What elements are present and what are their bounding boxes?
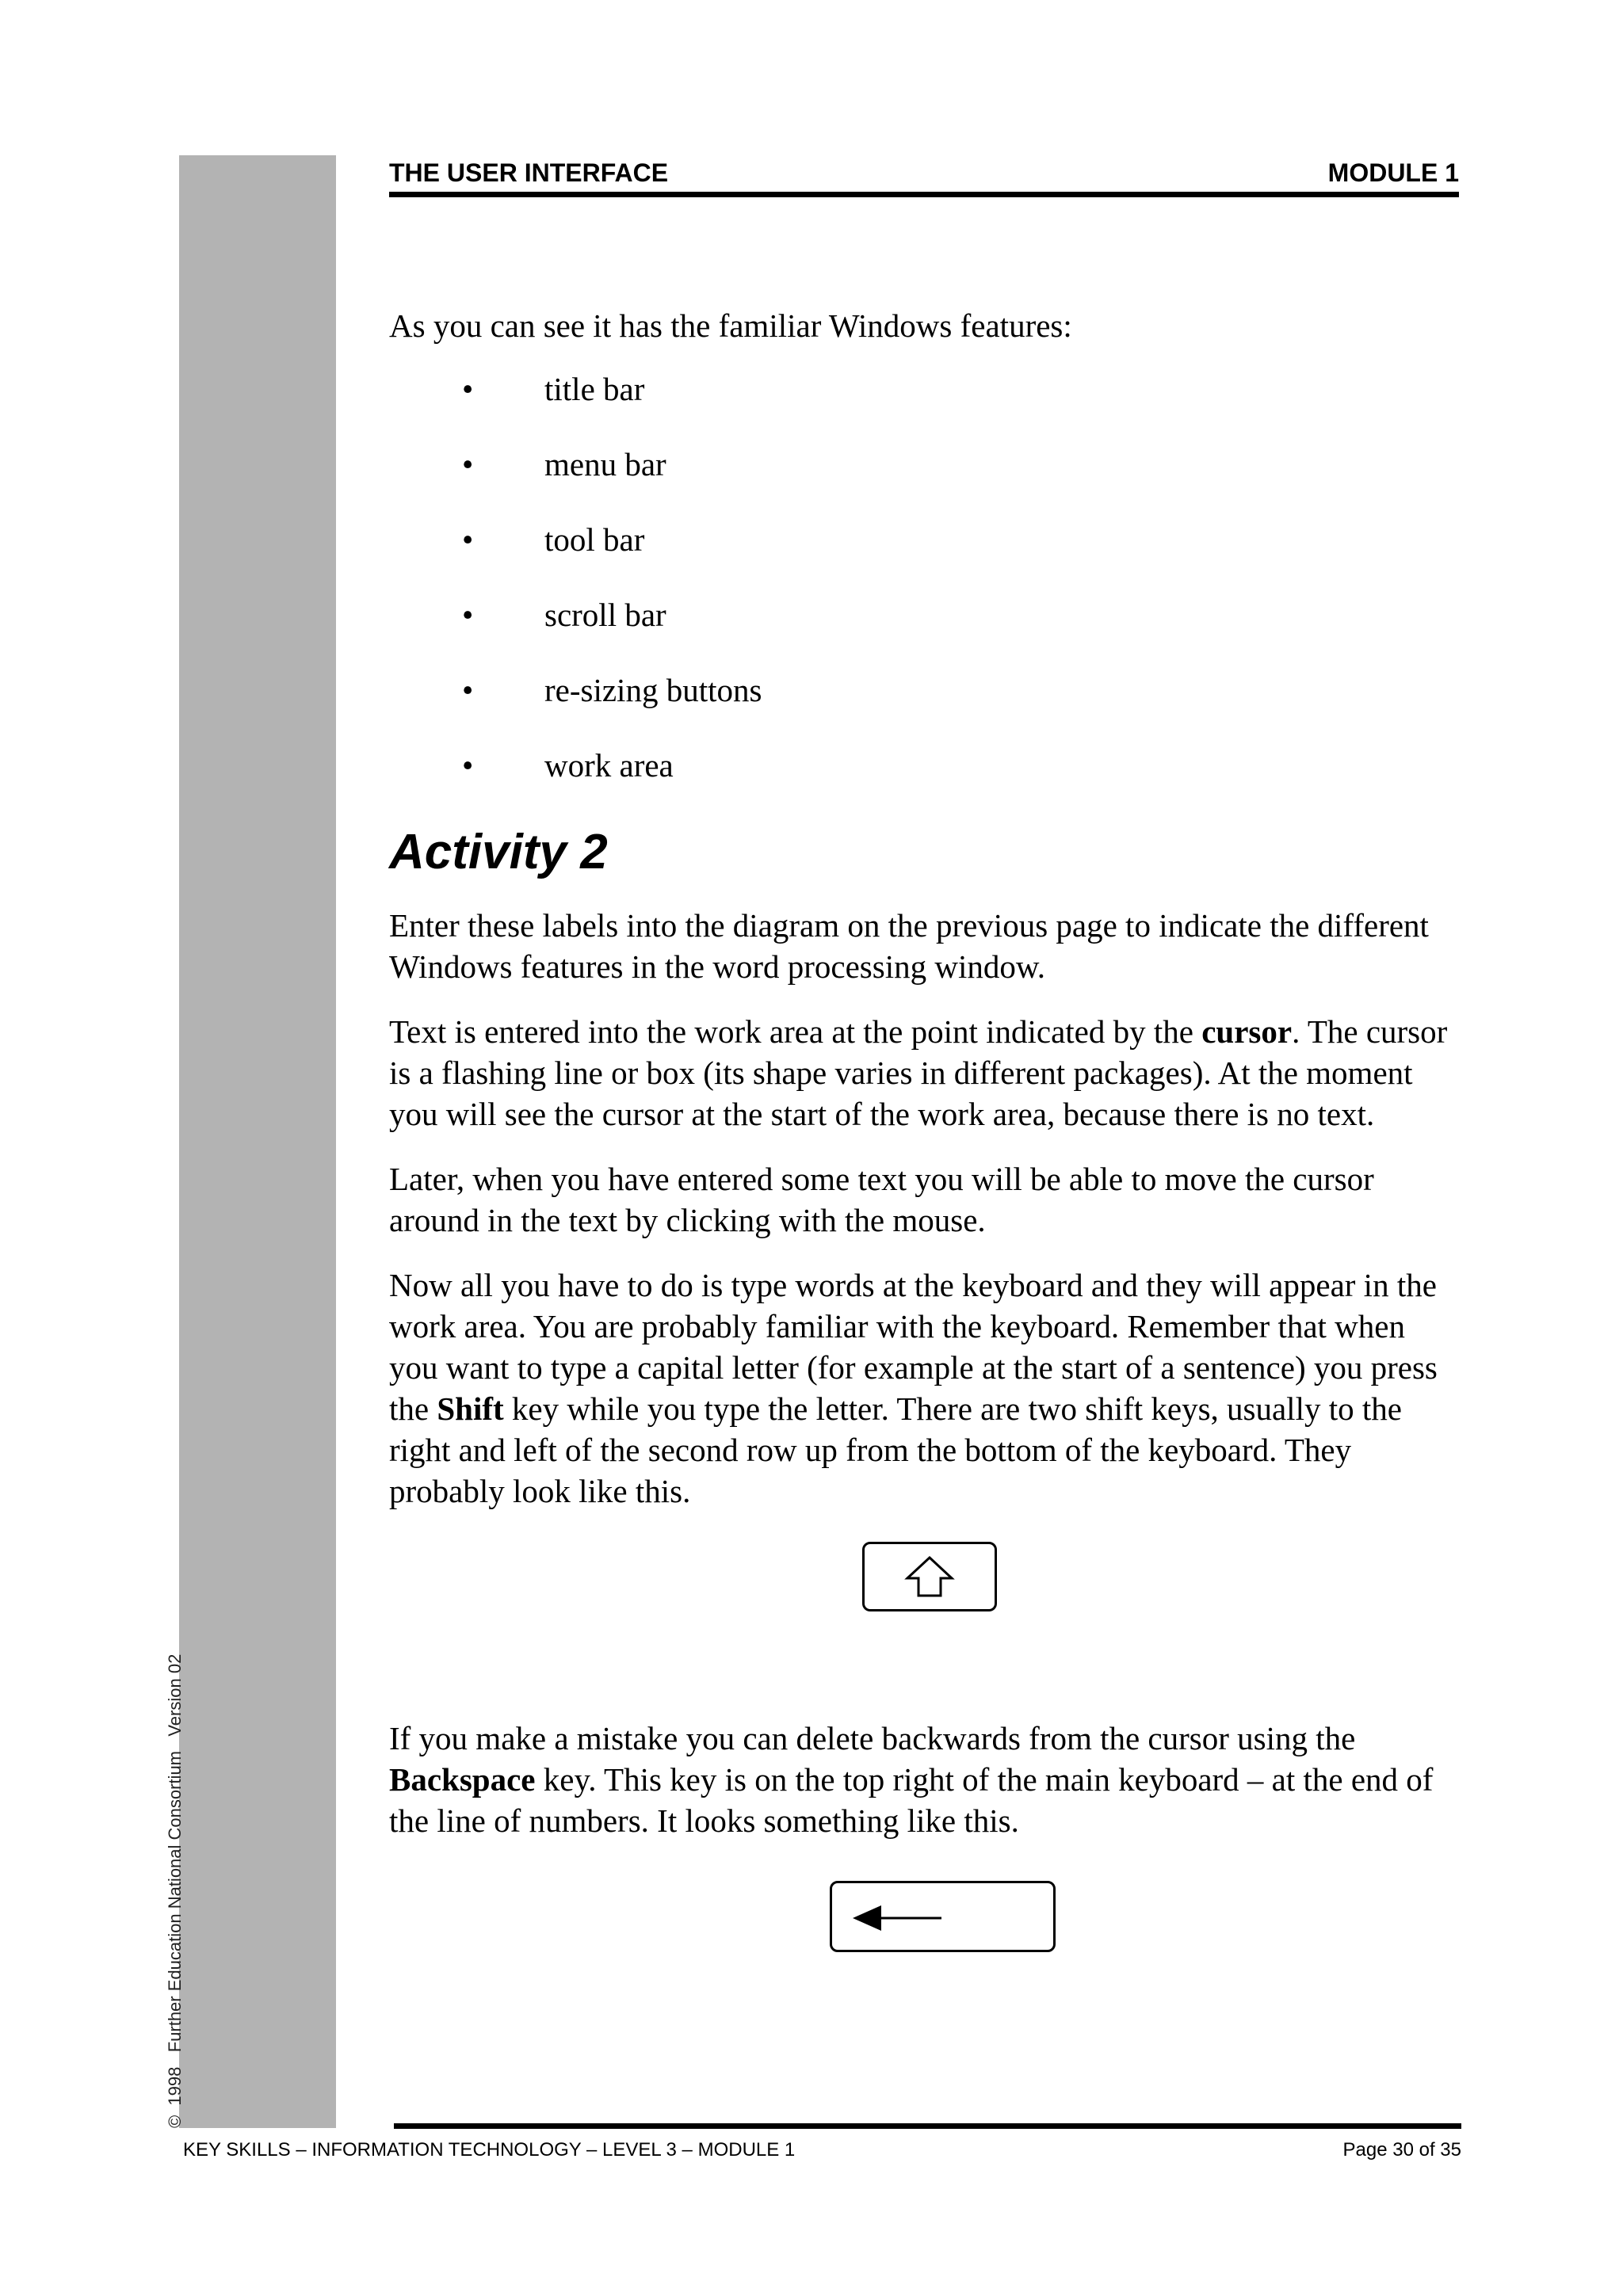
list-item: • re-sizing buttons xyxy=(389,669,1459,745)
activity-paragraph-2: Text is entered into the work area at the point indicated by the cursor. The cursor is a flashing line or box (its shape varies in different packages). At the moment you will see the cursor at the start of the work area, because there is no text. xyxy=(389,1013,1448,1132)
list-item: • title bar xyxy=(389,368,1459,444)
activity-paragraph-5: If you make a mistake you can delete backwards from the cursor using the Backspace key. This key is on the top right of the main keyboard – at the end of the line of numbers. It looks something like this. xyxy=(389,1720,1434,1839)
bullet-icon: • xyxy=(462,446,474,482)
bullet-icon: • xyxy=(462,521,474,558)
backspace-key-figure xyxy=(389,1841,1459,1952)
cursor-term: cursor xyxy=(1201,1013,1293,1050)
bullet-icon: • xyxy=(462,672,474,708)
footer-rule xyxy=(394,2123,1461,2129)
backspace-arrow-icon xyxy=(853,1902,948,1934)
shift-key-figure xyxy=(389,1512,1459,1718)
page-header xyxy=(389,155,1459,196)
header-title: THE USER INTERFACE xyxy=(389,158,669,187)
copyright-notice: © 1998 Further Education National Consortium Version 02 xyxy=(165,1653,185,2128)
footer-course: KEY SKILLS – INFORMATION TECHNOLOGY – LEVEL 3 – MODULE 1 xyxy=(183,2139,796,2161)
bullet-icon: • xyxy=(462,371,474,407)
bullet-icon: • xyxy=(462,597,474,633)
list-item: • scroll bar xyxy=(389,594,1459,669)
header-module: MODULE 1 xyxy=(1327,158,1459,187)
activity-paragraph-3: Later, when you have entered some text you will be able to move the cursor around in the text by clicking with the mouse. xyxy=(389,1161,1374,1238)
backspace-key-illustration xyxy=(830,1881,1056,1952)
main-content xyxy=(389,305,1459,1952)
header-rule xyxy=(389,192,1459,197)
activity-paragraph-4: Now all you have to do is type words at the keyboard and they will appear in the work area. You are probably familiar with the keyboard. Remember that when you want to type a capital letter (for example at the start of a sentence) you press the Shift key while you type the letter. There are two shift keys, usually to the right and left of the second row up from the bottom of the keyboard. They probably look like this. xyxy=(389,1267,1438,1509)
backspace-term: Backspace xyxy=(389,1761,536,1798)
shift-arrow-icon xyxy=(904,1554,955,1599)
shift-key-illustration xyxy=(862,1542,997,1611)
intro-paragraph: As you can see it has the familiar Windows features: xyxy=(389,307,1072,344)
activity-paragraph-1: Enter these labels into the diagram on the previous page to indicate the different Windows features in the word processing window. xyxy=(389,907,1429,985)
list-item: • menu bar xyxy=(389,444,1459,519)
list-item: • tool bar xyxy=(389,519,1459,594)
list-item: • work area xyxy=(389,745,1459,792)
activity-heading: Activity 2 xyxy=(389,825,608,879)
shift-term: Shift xyxy=(437,1390,504,1427)
bullet-icon: • xyxy=(462,747,474,784)
features-list xyxy=(389,368,1459,792)
sidebar-gray-bar xyxy=(179,155,336,2128)
footer-page-number: Page 30 of 35 xyxy=(1342,2139,1461,2161)
